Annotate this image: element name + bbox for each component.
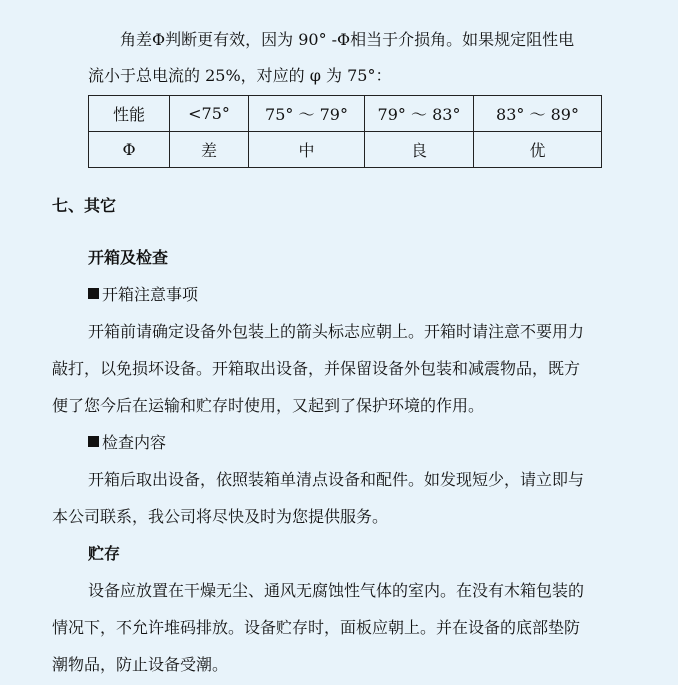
- table-cell: 良: [365, 132, 474, 168]
- table-cell: 中: [249, 132, 365, 168]
- check-subheading: [88, 433, 166, 453]
- notice-subheading: [88, 285, 198, 305]
- intro-line-2: 流小于总电流的 25%，对应的 φ 为 75°：: [88, 66, 392, 85]
- storage-heading: 贮存: [88, 544, 121, 563]
- storage-line-1: 设备应放置在干燥无尘、通风无腐蚀性气体的室内。在没有木箱包装的: [88, 581, 585, 600]
- table-cell: 83° ～ 89°: [474, 96, 602, 132]
- table-cell: 差: [170, 132, 249, 168]
- performance-table: [88, 95, 602, 168]
- bullet-square-icon: [88, 436, 99, 447]
- table-cell: 性能: [89, 96, 170, 132]
- unpack-heading: 开箱及检查: [88, 248, 169, 267]
- notice-line-2: 敲打，以免损坏设备。开箱取出设备，并保留设备外包装和减震物品，既方: [52, 359, 581, 378]
- table-row: [89, 132, 602, 168]
- table-cell: 79° ～ 83°: [365, 96, 474, 132]
- bullet-square-icon: [88, 288, 99, 299]
- storage-line-3: 潮物品，防止设备受潮。: [52, 655, 229, 674]
- section-7-heading: 七、其它: [52, 196, 117, 215]
- notice-line-3: 便了您今后在运输和贮存时使用，又起到了保护环境的作用。: [52, 396, 485, 415]
- intro-line-1: 角差Φ判断更有效，因为 90° -Φ相当于介损角。如果规定阻性电: [120, 30, 575, 49]
- notice-subheading-label: 开箱注意事项: [102, 285, 199, 304]
- storage-line-2: 情况下，不允许堆码排放。设备贮存时，面板应朝上。并在设备的底部垫防: [52, 618, 581, 637]
- table-cell: <75°: [170, 96, 249, 132]
- check-line-2: 本公司联系，我公司将尽快及时为您提供服务。: [52, 507, 389, 526]
- table-header-row: [89, 96, 602, 132]
- check-line-1: 开箱后取出设备，依照装箱单清点设备和配件。如发现短少，请立即与: [88, 470, 585, 489]
- table-cell: 75° ～ 79°: [249, 96, 365, 132]
- notice-line-1: 开箱前请确定设备外包装上的箭头标志应朝上。开箱时请注意不要用力: [88, 322, 585, 341]
- table-cell: Φ: [89, 132, 170, 168]
- check-subheading-label: 检查内容: [102, 433, 167, 452]
- table-cell: 优: [474, 132, 602, 168]
